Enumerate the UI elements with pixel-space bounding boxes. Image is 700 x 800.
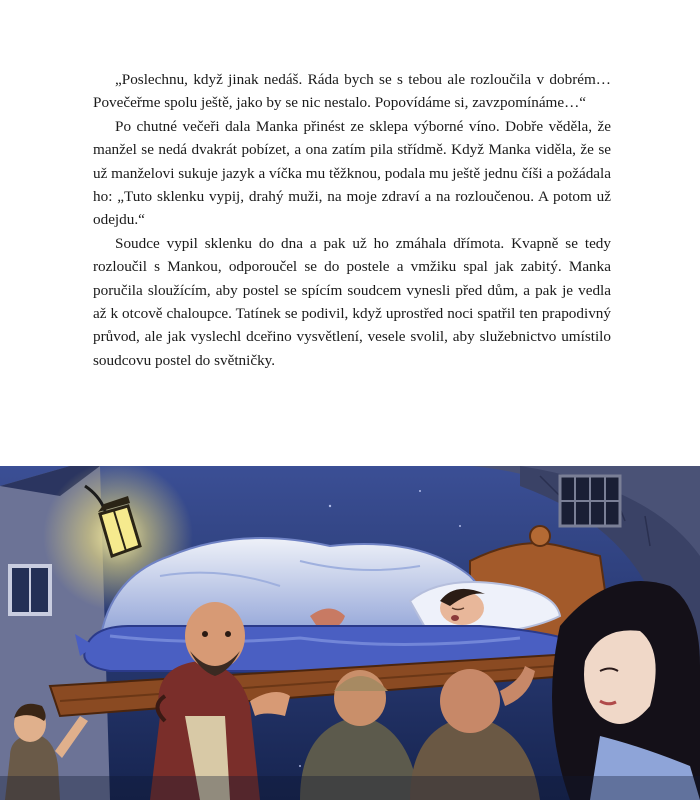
- paragraph: Po chutné večeři dala Manka přinést ze sklepa výborné víno. Dobře věděla, že manžel se nedá dvakrát pobízet, a ona zatím pila střídmě. Když Manka viděla, že se už manželovi sukuje jazyk a víčka mu těžknou, podala mu ještě jednu číši a požádala ho: „Tuto sklenku vypij, drahý muži, na moje zdraví a na rozloučenou. A potom už odejdu.“: [93, 117, 611, 229]
- story-text: [93, 68, 611, 372]
- paragraph: „Poslechnu, když jinak nedáš. Ráda bych se s tebou ale rozloučila v dobrém… Povečeřme spolu ještě, jako by se nic nestalo. Popovídáme si, zavzpomínáme…“: [93, 71, 611, 112]
- manka-woman: [552, 581, 700, 800]
- paragraph: Soudce vypil sklenku do dna a pak už ho zmáhala dřímota. Kvapně se tedy rozloučil s Mankou, odporoučel se do postele a vmžiku spal jak zabitý. Manka poručila sloužícím, aby postel se spícím soudcem vynesli před dům, a pak je vedla až k otcově chaloupce. Tatínek se podivil, když uprostřed noci spatřil ten prapodivný průvod, ale jak vyslechl dceřino vysvětlení, vesele svolil, aby služebnictvo umístilo soudcovu postel do světničky.: [93, 234, 611, 369]
- night-procession-illustration: [0, 466, 700, 800]
